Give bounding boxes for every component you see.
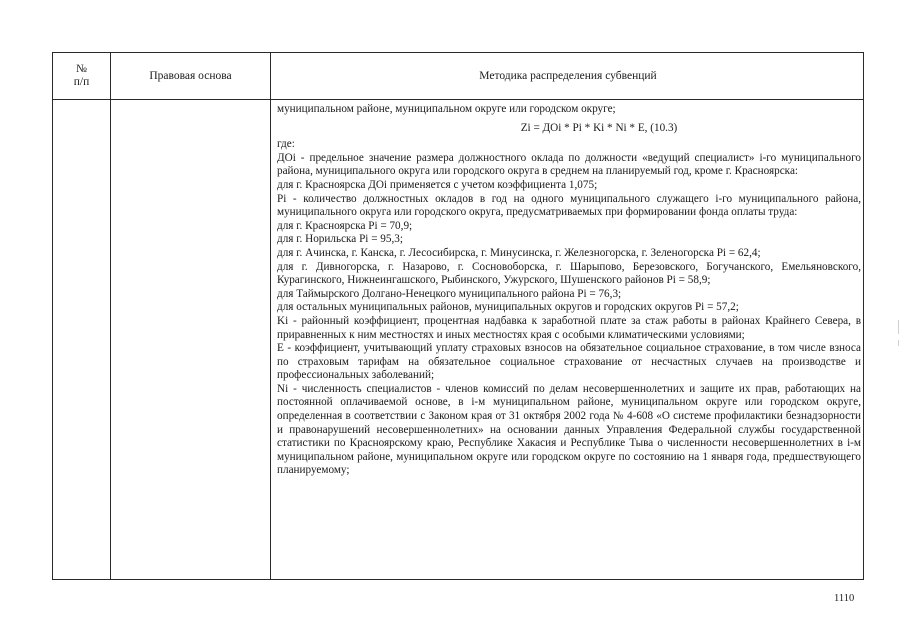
paragraph: для г. Красноярска ДОi применяется с учетом коэффициента 1,075; xyxy=(277,178,598,191)
column-divider xyxy=(110,53,111,579)
header-cell-number xyxy=(53,53,110,99)
table-header-row xyxy=(53,53,863,100)
paragraph: для остальных муниципальных районов, муниципальных округов и городских округов Pi = 57,2; xyxy=(277,301,739,314)
formula: Zi = ДОi * Pi * Ki * Ni * E, (10.3) xyxy=(520,121,678,134)
paragraph: для г. Ачинска, г. Канска, г. Лесосибирска, г. Минусинска, г. Железногорска, г. Зеленогорска Pi = 62,4; xyxy=(277,246,761,259)
methodology-cell-text xyxy=(277,103,861,478)
page-number: 1110 xyxy=(834,593,855,604)
paragraph: ДОi - предельное значение размера должностного оклада по должности «ведущий специалист» i-го муниципального района, муниципального округа или городского округа в среднем на планируемый год, кроме г. Красноярска: xyxy=(277,151,861,178)
document-table xyxy=(52,52,864,580)
paragraph: муниципальном районе, муниципальном округе или городском округе; xyxy=(277,103,616,115)
scan-artifact xyxy=(898,340,899,346)
header-cell-legal-basis: Правовая основа xyxy=(149,69,232,82)
header-number-sign: № xyxy=(76,63,87,75)
scan-artifact xyxy=(898,320,899,334)
paragraph: Ki - районный коэффициент, процентная надбавка к заработной плате за стаж работы в районах Крайнего Севера, в приравненных к ним местностях и иных местностях края с особыми климатическими условиями; xyxy=(277,314,861,341)
paragraph: для Таймырского Долгано-Ненецкого муниципального района Pi = 76,3; xyxy=(277,287,622,300)
paragraph: для г. Дивногорска, г. Назарово, г. Сосновоборска, г. Шарыпово, Березовского, Богучанского, Емельяновского, Курагинского, Нижнеингашского, Рыбинского, Ужурского, Шушенского районов Pi = 58,9; xyxy=(277,260,861,287)
paragraph: где: xyxy=(277,138,295,151)
paragraph: E - коэффициент, учитывающий уплату страховых взносов на обязательное социальное страхование, в том числе взноса по страховым тарифам на обязательное социальное страхование от несчастных случаев на производстве и профессиональных заболеваний; xyxy=(277,342,861,382)
paragraph: для г. Красноярска Pi = 70,9; xyxy=(277,219,413,232)
header-number-abbr: п/п xyxy=(73,76,90,88)
paragraph: Ni - численность специалистов - членов комиссий по делам несовершеннолетних и защите их прав, работающих на постоянной оплачиваемой основе, в i-м муниципальном районе, муниципальном округе или городском округе, определенная в соответствии с Законом края от 31 октября 2002 года № 4-608 «О системе профилактики безнадзорности и правонарушений несовершеннолетних» на основании данных Управления Федеральной службы государственной статистики по Красноярскому краю, Республике Хакасия и Республике Тыва о численности несовершеннолетних в i-м муниципальном районе, муниципальном округе или городском округе по состоянию на 1 января года, предшествующего планируемому; xyxy=(277,382,861,477)
paragraph: Pi - количество должностных окладов в год на одного муниципального служащего i-го муниципального района, муниципального округа или городского округа, предусматриваемых при формировании фонда оплаты труда: xyxy=(277,192,861,219)
column-divider xyxy=(270,53,271,579)
paragraph: для г. Норильска Pi = 95,3; xyxy=(277,233,403,246)
header-cell-methodology: Методика распределения субвенций xyxy=(479,69,657,82)
